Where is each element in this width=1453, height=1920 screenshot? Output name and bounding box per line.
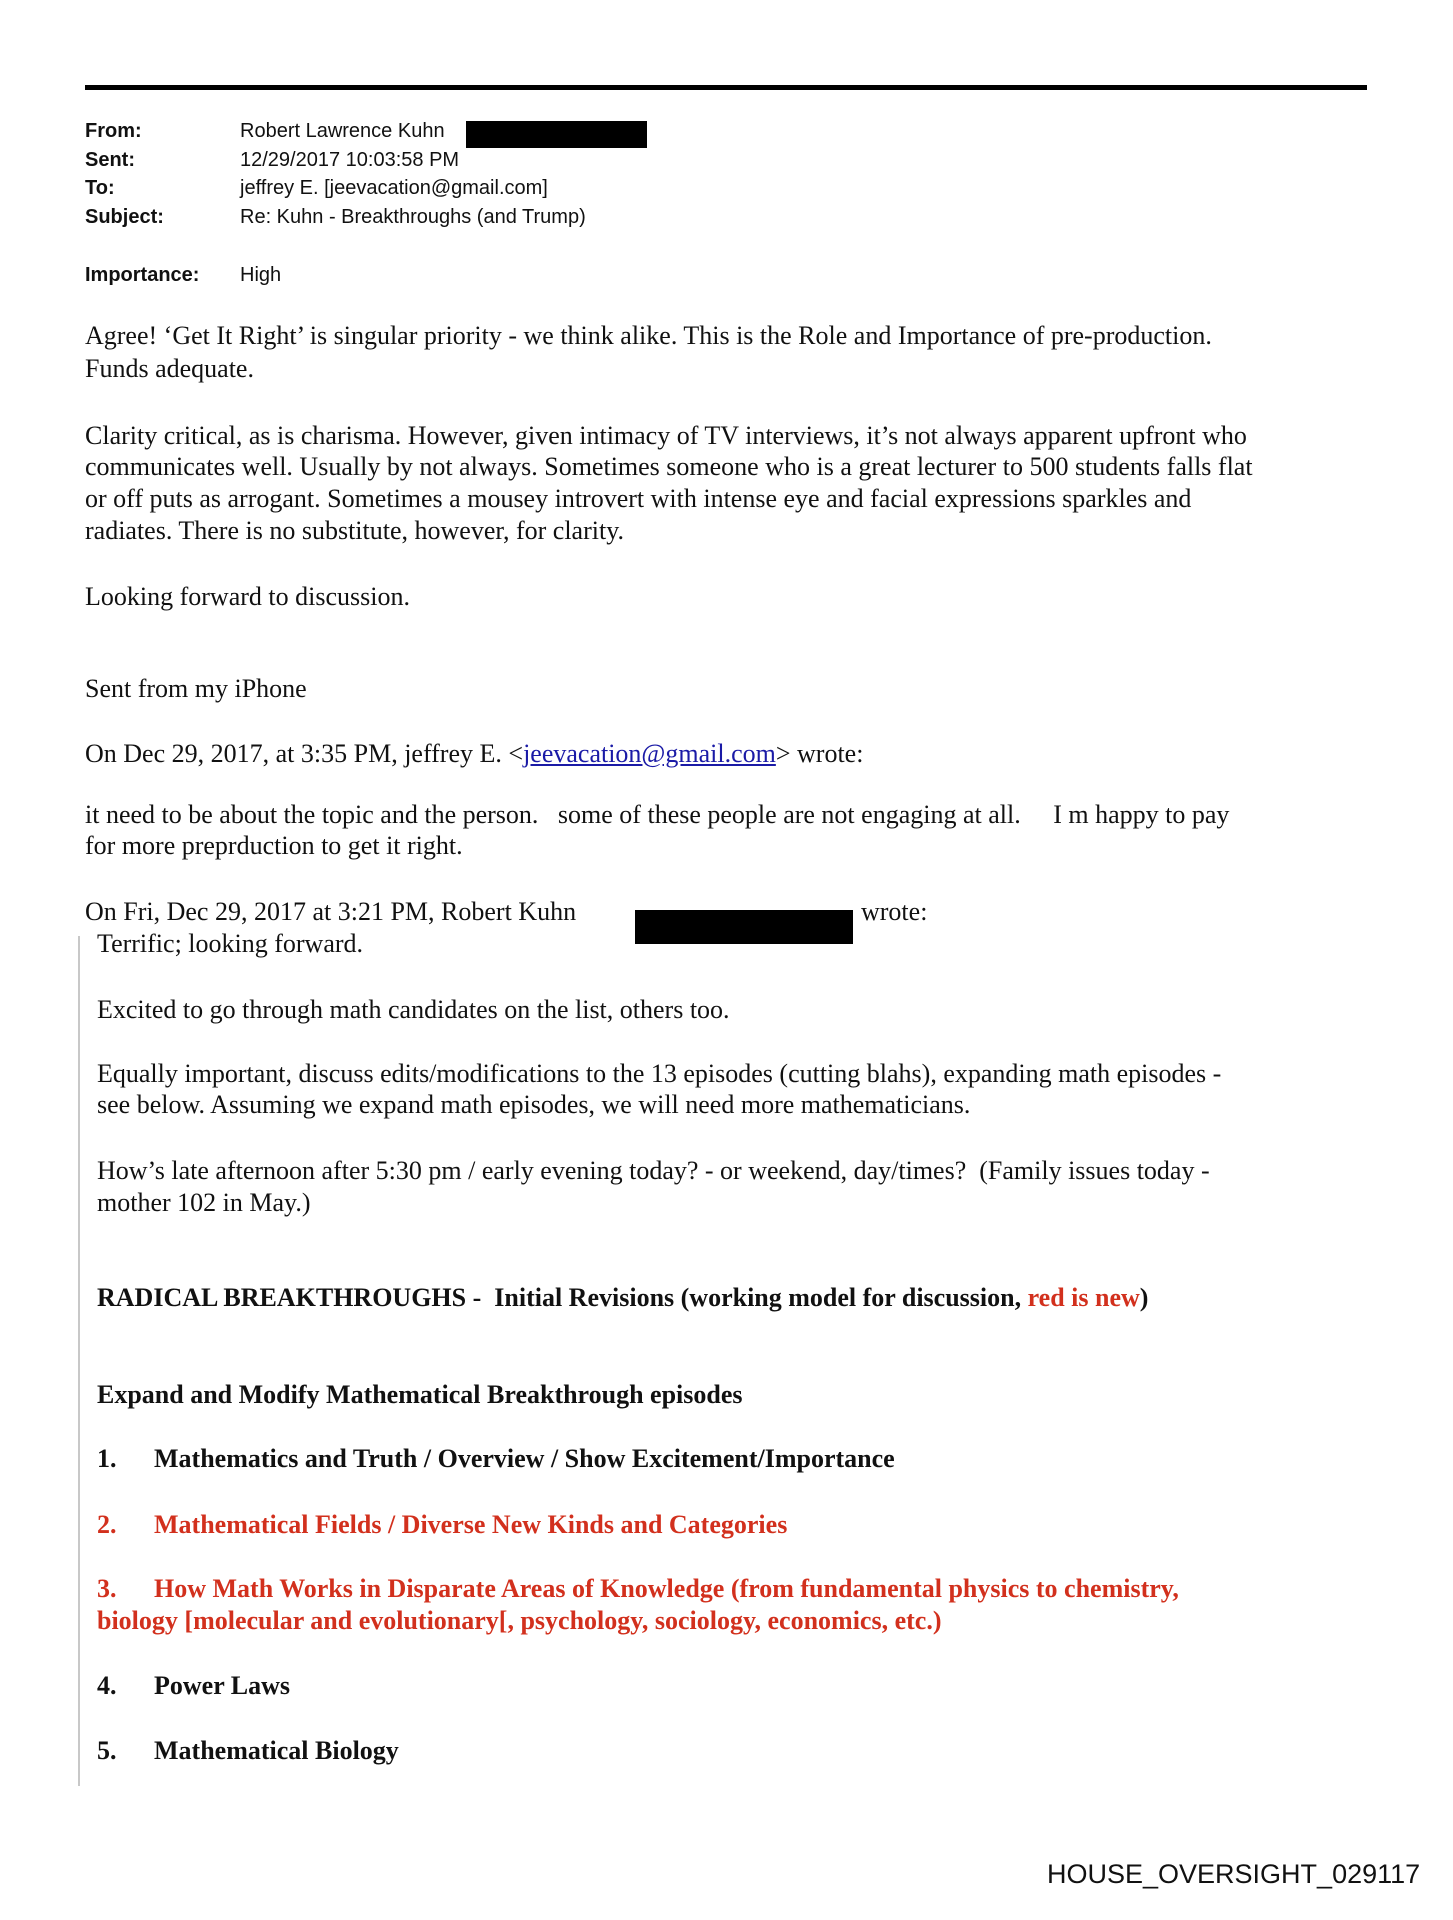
subject-value: Re: Kuhn - Breakthroughs (and Trump): [240, 206, 586, 228]
to-value: jeffrey E. [jeevacation@gmail.com]: [240, 177, 548, 199]
item-text: Power Laws: [154, 1671, 291, 1700]
attribution-suffix: wrote:: [861, 897, 928, 926]
item-text: Mathematics and Truth / Overview / Show Excitement/Importance: [154, 1444, 895, 1473]
email-link[interactable]: jeevacation@gmail.com: [523, 739, 776, 768]
item-number: 3.: [97, 1574, 117, 1603]
reply-line: for more preprduction to get it right.: [85, 831, 463, 860]
body-line: communicates well. Usually by not always. Sometimes someone who is a great lecturer to 500 students falls flat: [85, 452, 1253, 481]
list-item-continuation: biology [molecular and evolutionary[, psychology, sociology, economics, etc.): [97, 1606, 942, 1635]
attribution-prefix: On Fri, Dec 29, 2017 at 3:21 PM, Robert Kuhn: [85, 897, 577, 926]
from-label: From:: [85, 120, 142, 142]
body-line: Looking forward to discussion.: [85, 582, 410, 611]
attribution-prefix: On Dec 29, 2017, at 3:35 PM, jeffrey E. <: [85, 739, 524, 768]
header-rule: [85, 85, 1367, 90]
sent-label: Sent:: [85, 149, 135, 171]
subheading: Expand and Modify Mathematical Breakthrough episodes: [97, 1380, 743, 1409]
quoted-line: mother 102 in May.): [97, 1188, 311, 1217]
quoted-line: How’s late afternoon after 5:30 pm / early evening today? - or weekend, day/times? (Family issues today -: [97, 1156, 1210, 1185]
body-line: Clarity critical, as is charisma. However, given intimacy of TV interviews, it’s not always apparent upfront who: [85, 421, 1247, 450]
quoted-line: Excited to go through math candidates on the list, others too.: [97, 995, 730, 1024]
heading-text: RADICAL BREAKTHROUGHS - Initial Revisions (working model for discussion,: [97, 1283, 1028, 1312]
redaction-box: [635, 910, 853, 944]
quoted-attribution: [85, 896, 576, 928]
heading-close: ): [1139, 1283, 1149, 1312]
quoted-line: Equally important, discuss edits/modifications to the 13 episodes (cutting blahs), expanding math episodes -: [97, 1059, 1222, 1088]
item-text: Mathematical Fields / Diverse New Kinds and Categories: [154, 1510, 788, 1539]
item-number: 4.: [97, 1671, 117, 1700]
item-number: 1.: [97, 1444, 117, 1473]
body-line: Agree! ‘Get It Right’ is singular priority - we think alike. This is the Role and Importance of pre-production.: [85, 321, 1212, 350]
section-heading: [97, 1282, 1148, 1314]
body-line: or off puts as arrogant. Sometimes a mousey introvert with intense eye and facial expressions sparkles and: [85, 484, 1192, 513]
item-text: How Math Works in Disparate Areas of Knowledge (from fundamental physics to chemistry,: [154, 1574, 1179, 1603]
from-value: Robert Lawrence Kuhn: [240, 120, 445, 142]
to-label: To:: [85, 177, 115, 199]
heading-red-text: red is new: [1027, 1283, 1140, 1312]
sent-value: 12/29/2017 10:03:58 PM: [240, 149, 460, 171]
importance-label: Importance:: [85, 264, 200, 286]
subject-label: Subject:: [85, 206, 164, 228]
body-line: Funds adequate.: [85, 354, 254, 383]
redaction-box: [466, 121, 647, 148]
item-number: 5.: [97, 1736, 117, 1765]
reply-attribution: [85, 738, 863, 770]
quoted-line: Terrific; looking forward.: [97, 929, 364, 958]
quoted-line: see below. Assuming we expand math episodes, we will need more mathematicians.: [97, 1090, 971, 1119]
signature: Sent from my iPhone: [85, 674, 307, 703]
bates-number: HOUSE_OVERSIGHT_029117: [1047, 1859, 1421, 1889]
item-text: Mathematical Biology: [154, 1736, 399, 1765]
attribution-suffix: > wrote:: [775, 739, 864, 768]
importance-value: High: [240, 264, 282, 286]
quote-bar: [78, 936, 80, 1786]
reply-line: it need to be about the topic and the person. some of these people are not engaging at all. I m happy to pay: [85, 800, 1230, 829]
item-number: 2.: [97, 1510, 117, 1539]
body-line: radiates. There is no substitute, however, for clarity.: [85, 516, 625, 545]
